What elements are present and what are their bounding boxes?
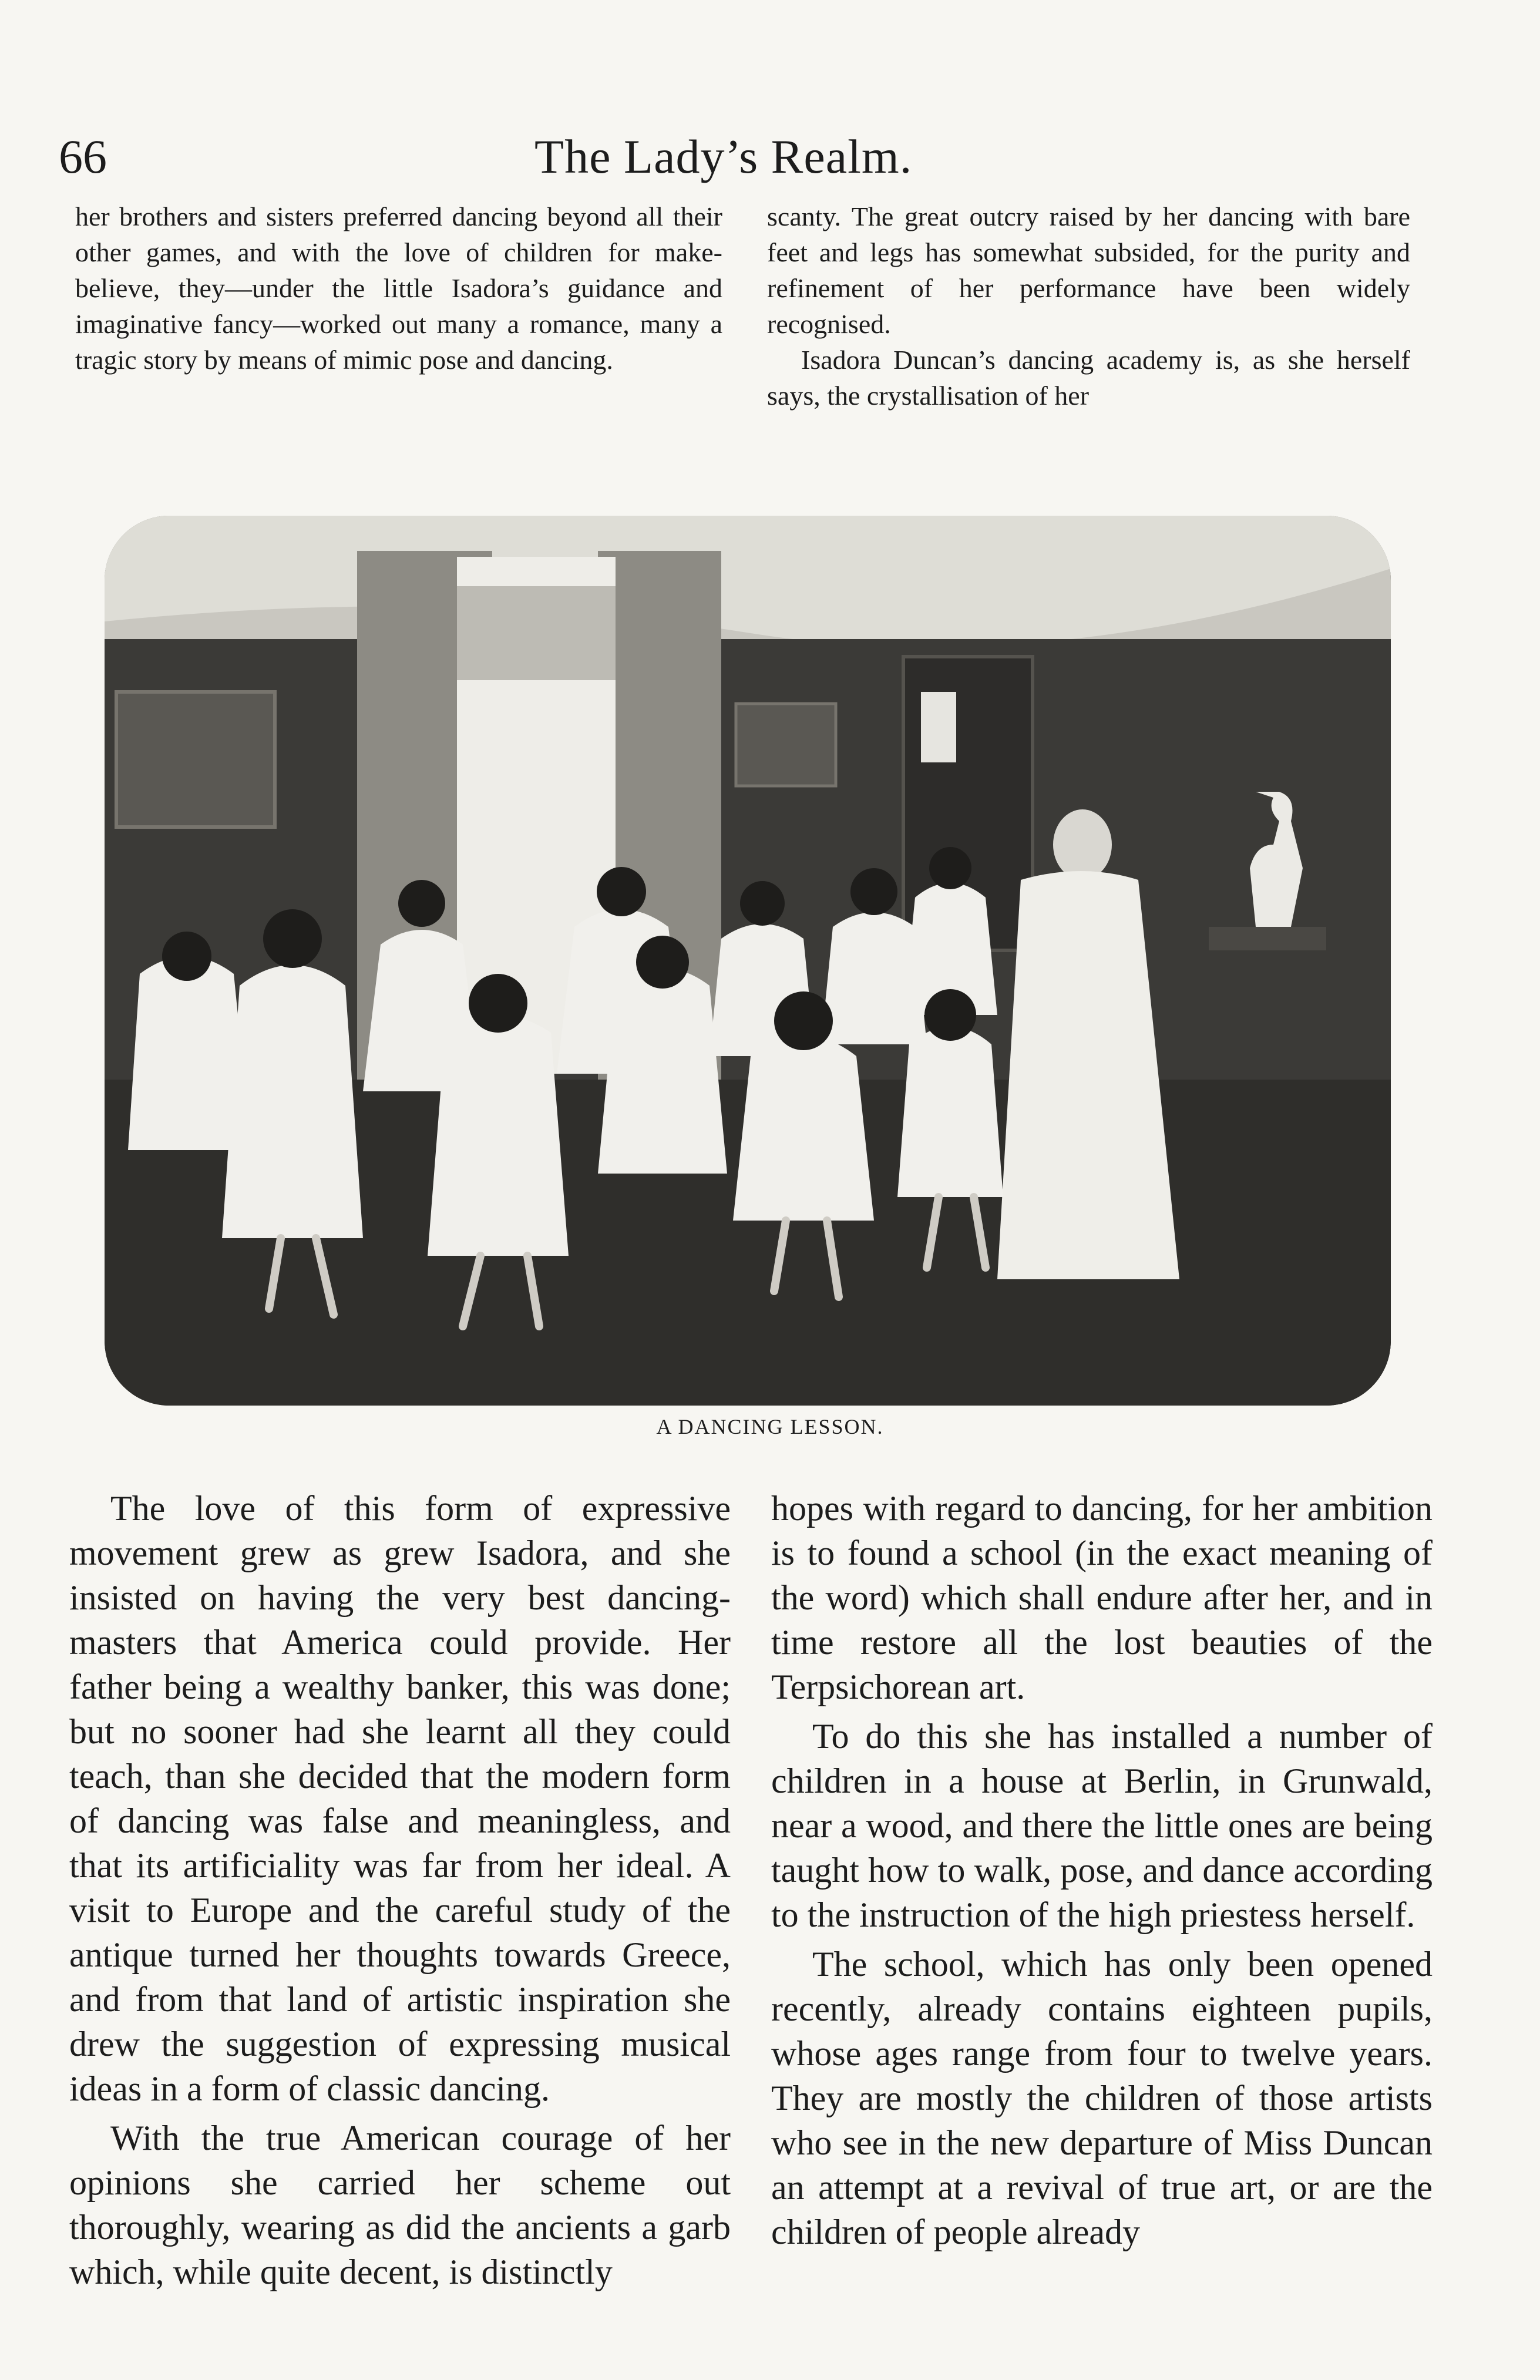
paragraph: Isadora Duncan’s dancing academy is, as she herself says, the crystallisation of her bbox=[767, 345, 1410, 411]
page-number: 66 bbox=[59, 130, 107, 183]
door-pane bbox=[921, 692, 956, 762]
dancing-lesson-photograph bbox=[105, 516, 1391, 1406]
teacher-head bbox=[1053, 809, 1112, 880]
paragraph: To do this she has installed a number of children in a house at Berlin, in Grunwald, near a wood, and there the little ones are being taught how to walk, pose, and dance according to the instruction of the high priestess herself. bbox=[771, 1717, 1433, 1934]
wall-relief-left bbox=[116, 692, 275, 827]
top-right-column bbox=[767, 199, 1410, 414]
bottom-right-column bbox=[771, 1486, 1433, 2259]
paragraph: scanty. The great outcry raised by her dancing with bare feet and legs has somewhat subsided, for the purity and refinement of her performance have been widely recognised. bbox=[767, 201, 1410, 339]
paragraph: With the true American courage of her opinions she carried her scheme out thoroughly, wearing as did the ancients a garb which, while quite decent, is distinctly bbox=[69, 2119, 731, 2291]
bottom-left-column bbox=[69, 1486, 731, 2299]
pedestal bbox=[1209, 927, 1326, 950]
paragraph: hopes with regard to dancing, for her ambition is to found a school (in the exact meaning of the word) which shall endure after her, and in time restore all the lost beauties of the Terpsichorean art. bbox=[771, 1489, 1433, 1706]
paragraph: The school, which has only been opened recently, already contains eighteen pupils, whose ages range from four to twelve years. They are mostly the children of those artists who see in the new departure of Miss Duncan an attempt at a revival of true art, or are the children of people already bbox=[771, 1945, 1433, 2251]
photograph-illustration bbox=[105, 516, 1391, 1406]
paragraph: her brothers and sisters preferred dancing beyond all their other games, and with the love of children for make-believe, they—under the little Isadora’s guidance and imaginative fancy—worked out many a romance, many a tragic story by means of mimic pose and dancing. bbox=[75, 201, 722, 375]
paragraph: The love of this form of expressive movement grew as grew Isadora, and she insisted on having the very best dancing-masters that America could provide. Her father being a wealthy banker, this was done; but no sooner had she learnt all they could teach, than she decided that the modern form of dancing was false and meaningless, and that its artificiality was far from her ideal. A visit to Europe and the careful study of the antique turned her thoughts towards Greece, and from that land of artistic inspiration she drew the suggestion of expressing musical ideas in a form of classic dancing. bbox=[69, 1489, 731, 2108]
window-blind bbox=[457, 586, 616, 680]
running-title: The Lady’s Realm. bbox=[534, 130, 913, 183]
figure-caption: A DANCING LESSON. bbox=[656, 1415, 884, 1438]
wall-relief-center bbox=[736, 704, 836, 786]
top-left-column bbox=[75, 199, 722, 378]
